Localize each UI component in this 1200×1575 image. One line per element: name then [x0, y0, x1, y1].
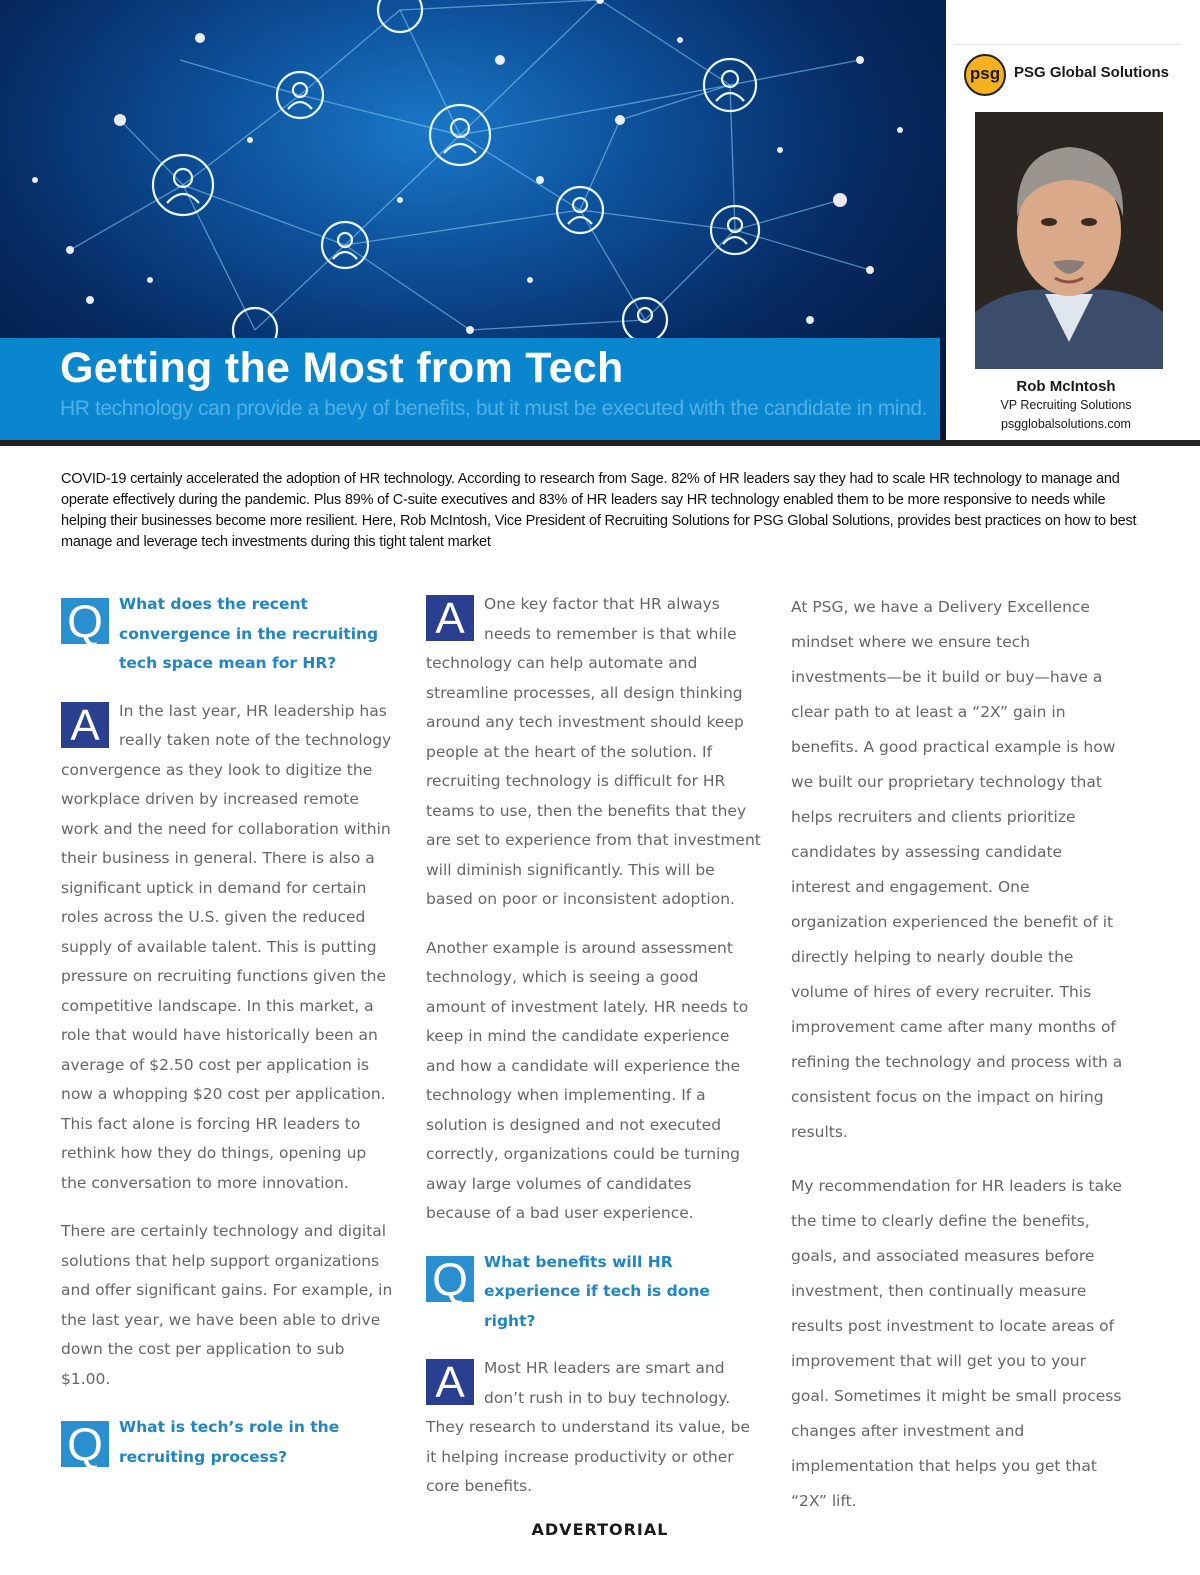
- article-column-3: [791, 590, 1126, 1538]
- q-icon: Q: [61, 1421, 109, 1467]
- question-block: [426, 1248, 761, 1337]
- q-icon: Q: [61, 598, 109, 644]
- a-icon: A: [426, 1359, 474, 1405]
- body-paragraph: Another example is around assessment technology, which is seeing a good amount of investment lately. HR needs to keep in mind the candidate experience and how a candidate will experience the technology when implementing. If a solution is designed and not executed correctly, organizations could be turning away large volumes of candidates because of a bad user experience.: [426, 938, 749, 1222]
- answer-block: [61, 697, 396, 1199]
- company-name: PSG Global Solutions: [1014, 64, 1170, 81]
- author-role: VP Recruiting Solutions: [1000, 398, 1132, 412]
- answer-block: [426, 590, 761, 915]
- company-url[interactable]: psgglobalsolutions.com: [1001, 417, 1131, 431]
- question-text: What does the recent convergence in the recruiting tech space mean for HR?: [119, 595, 379, 672]
- author-name: Rob McIntosh: [1016, 378, 1116, 395]
- intro-paragraph: COVID-19 certainly accelerated the adoption of HR technology. According to research from Sage. 82% of HR leaders say they had to scale HR technology to manage and operate effectively during the pandemic. Plus 89% of C-suite executives and 83% of HR leaders say HR technology enabled them to be more responsive to needs while helping their businesses become more resilient. Here, Rob McIntosh, Vice President of Recruiting Solutions for PSG Global Solutions, provides best practices on how to best manage and leverage tech investments during this tight talent market: [61, 471, 1137, 550]
- header-divider: [0, 440, 1200, 446]
- body-paragraph: At PSG, we have a Delivery Excellence mindset where we ensure tech investments—be it build or buy—have a clear path to at least a “2X” gain in benefits. A good practical example is how we built our proprietary technology that helps recruiters and clients prioritize candidates by assessing candidate interest and engagement. One organization experienced the benefit of it directly helping to nearly double the volume of hires of every recruiter. This improvement came after many months of refining the technology and process with a consistent focus on the impact on hiring results.: [791, 598, 1123, 1141]
- page-subtitle: HR technology can provide a bevy of benefits, but it must be executed with the candidate in mind.: [60, 397, 928, 420]
- question-block: [61, 590, 396, 679]
- psg-logo-icon: psg: [964, 54, 1006, 96]
- q-icon: Q: [426, 1256, 474, 1302]
- answer-text: Most HR leaders are smart and don’t rush in to buy technology. They research to understand its value, be it helping increase productivity or other core benefits.: [426, 1359, 750, 1495]
- article-column-2: [426, 590, 761, 1521]
- question-block: [61, 1413, 396, 1472]
- article-column-1: [61, 590, 396, 1490]
- author-sidebar: [946, 0, 1200, 440]
- body-paragraph: My recommendation for HR leaders is take the time to clearly define the benefits, goals, and associated measures before investment, then continually measure results post investment to locate areas of improvement that will get you to your goal. Sometimes it might be small process changes after investment and implementation that helps you get that “2X” lift.: [791, 1177, 1123, 1510]
- advertorial-label: ADVERTORIAL: [531, 1520, 669, 1539]
- a-icon: A: [61, 702, 109, 748]
- author-portrait-image: [975, 112, 1163, 369]
- answer-text: In the last year, HR leadership has really taken note of the technology convergence as they look to digitize the workplace driven by increased remote work and the need for collaboration within their business in general. There is also a significant uptick in demand for certain roles across the U.S. given the reduced supply of available talent. This is putting pressure on recruiting functions given the competitive landscape. In this market, a role that would have historically been an average of $2.50 cost per application is now a whopping $20 cost per application. This fact alone is forcing HR leaders to rethink how they do things, opening up the conversation to more innovation.: [61, 701, 392, 1192]
- a-icon: A: [426, 595, 474, 641]
- question-text: What benefits will HR experience if tech is done right?: [484, 1252, 710, 1330]
- answer-block: [426, 1354, 761, 1502]
- author-photo: [975, 112, 1163, 369]
- page-title: Getting the Most from Tech: [60, 344, 624, 392]
- answer-text: One key factor that HR always needs to remember is that while technology can help automate and streamline processes, all design thinking around any tech investment should keep people at the heart of the solution. If recruiting technology is difficult for HR teams to use, then the benefits that they are set to experience from that investment will diminish significantly. This will be based on poor or inconsistent adoption.: [426, 595, 761, 908]
- divider: [954, 44, 1180, 45]
- question-text: What is tech’s role in the recruiting process?: [119, 1418, 340, 1466]
- body-paragraph: There are certainly technology and digital solutions that help support organizations and offer significant gains. For example, in the last year, we have been able to drive down the cost per application to sub $1.00.: [61, 1222, 393, 1388]
